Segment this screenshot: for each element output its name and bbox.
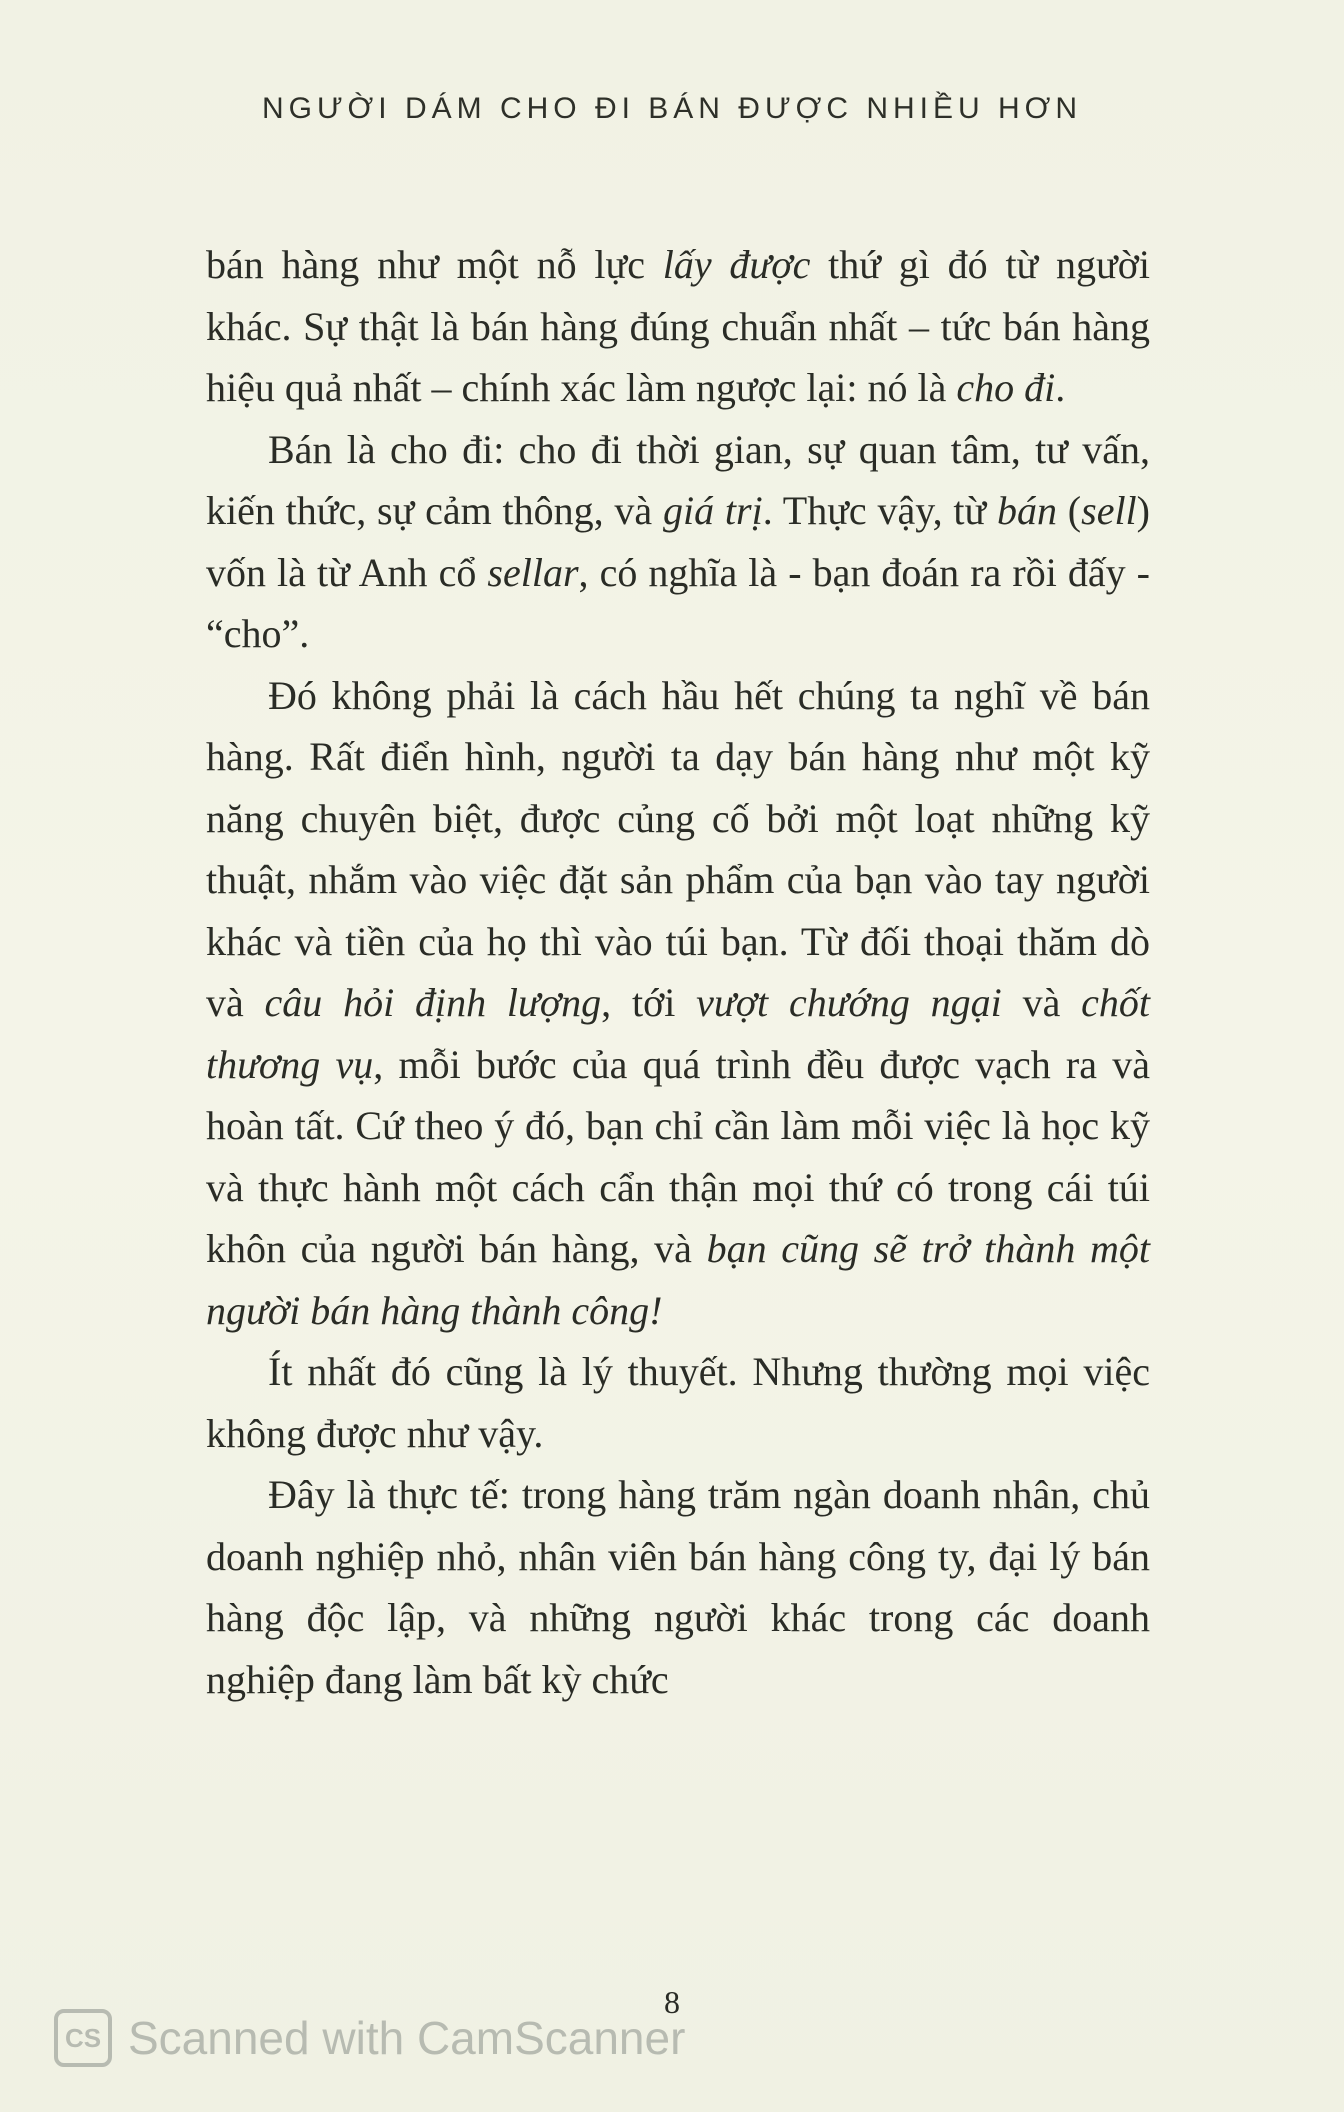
text-run: thứ gì đó từ người khác. Sự thật là bán hàng đúng chuẩn nhất – tức bán hàng hiệu quả nhất – chính xác làm ngược lại: nó là <box>206 242 1150 410</box>
text-run: , có nghĩa là - bạn đoán ra rồi đấy - “cho”. <box>206 549 1150 656</box>
body-text <box>206 234 1150 1710</box>
camscanner-logo-icon: CS <box>54 2009 112 2067</box>
italic-run: bán <box>997 488 1057 533</box>
paragraph-4: Ít nhất đó cũng là lý thuyết. Nhưng thường mọi việc không được như vậy. <box>206 1349 1150 1456</box>
italic-run: giá trị <box>662 488 763 533</box>
italic-run: vượt chướng ngại <box>696 980 1002 1025</box>
text-run: và <box>1001 980 1082 1025</box>
text-run: Đó không phải là cách hầu hết chúng ta nghĩ về bán hàng. Rất điển hình, người ta dạy bán hàng như một kỹ năng chuyên biệt, được củng cố bởi một loạt những kỹ thuật, nhắm vào việc đặt sản phẩm của bạn vào tay người khác và tiền của họ thì vào túi bạn. Từ đối thoại thăm dò và <box>206 672 1150 1025</box>
watermark-text: Scanned with CamScanner <box>128 2012 686 2064</box>
camscanner-watermark <box>54 2006 685 2070</box>
text-run: ) vốn là từ Anh cổ <box>206 488 1150 595</box>
page-number: 8 <box>664 1984 680 2020</box>
italic-run: chốt thương vụ <box>206 980 1150 1087</box>
italic-run: sellar <box>487 549 579 595</box>
paragraph-1 <box>206 234 1150 419</box>
text-run: . Thực vậy, từ <box>762 488 997 533</box>
running-head: NGƯỜI DÁM CHO ĐI BÁN ĐƯỢC NHIỀU HƠN <box>261 92 1083 125</box>
paragraph-5: Đây là thực tế: trong hàng trăm ngàn doanh nhân, chủ doanh nghiệp nhỏ, nhân viên bán hàng công ty, đại lý bán hàng độc lập, và những người khác trong các doanh nghiệp đang làm bất kỳ chức <box>206 1472 1150 1702</box>
text-run: , tới <box>601 980 697 1025</box>
text-run: . <box>1055 365 1066 410</box>
text-run: ( <box>1057 488 1082 533</box>
italic-run: sell <box>1081 488 1137 533</box>
italic-run: bạn cũng sẽ trở thành một người bán hàng thành công! <box>206 1226 1151 1333</box>
text-run: bán hàng như một nỗ lực <box>206 242 663 287</box>
italic-run: câu hỏi định lượng <box>264 980 602 1025</box>
paragraph-3 <box>206 665 1150 1342</box>
text-run: Bán là cho đi: cho đi thời gian, sự quan tâm, tư vấn, kiến thức, sự cảm thông, và <box>206 426 1150 533</box>
text-run: , mỗi bước của quá trình đều được vạch ra và hoàn tất. Cứ theo ý đó, bạn chỉ cần làm mỗi việc là học kỹ và thực hành một cách cẩn thận mọi thứ có trong cái túi khôn của người bán hàng, và <box>206 1041 1151 1271</box>
paragraph-2 <box>206 419 1150 665</box>
italic-run: cho đi <box>956 365 1056 410</box>
italic-run: lấy được <box>662 242 811 287</box>
